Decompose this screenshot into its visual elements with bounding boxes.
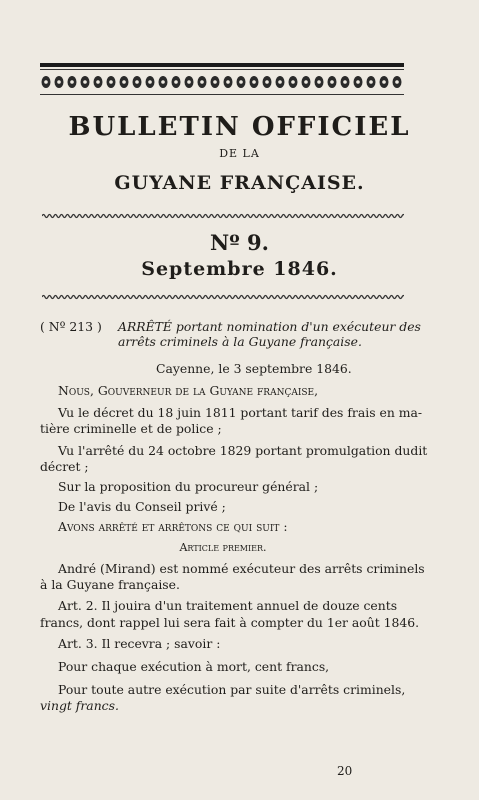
document-body (40, 319, 428, 759)
text-line: francs, dont rappel lui sera fait à compter du 1er août 1846. (40, 615, 420, 630)
act-number: ( Nº 213 ) (40, 319, 102, 334)
text-line: à la Guyane française. (40, 577, 180, 592)
text-line: Vu l'arrêté du 24 octobre 1829 portant promulgation dudit (58, 443, 428, 458)
header-rule-thin-lower (40, 94, 404, 95)
text-line: De l'avis du Conseil privé ; (58, 499, 226, 514)
header-rule-thick (40, 63, 404, 67)
issue-month: Septembre 1846. (141, 258, 338, 280)
text-line: Pour toute autre exécution par suite d'arrêts criminels, (58, 682, 406, 697)
place-date: Cayenne, le 3 septembre 1846. (156, 361, 352, 376)
text-line: tière criminelle et de police ; (40, 421, 222, 436)
text-line: André (Mirand) est nommé exécuteur des arrêts criminels (58, 561, 425, 576)
wavy-divider-lower (42, 293, 404, 301)
issue-number: Nº 9. (210, 230, 269, 255)
article-premier-heading: Article premier. (179, 541, 267, 554)
bulletin-subtitle: DE LA (219, 147, 260, 160)
text-line: Art. 2. Il jouira d'un traitement annuel de douze cents (58, 598, 398, 613)
header-rule-thin (40, 69, 404, 70)
text-line: Pour chaque exécution à mort, cent francs, (58, 659, 330, 674)
text-line: Sur la proposition du procureur général ; (58, 479, 319, 494)
bulletin-title-guyane: GUYANE FRANÇAISE. (114, 172, 365, 194)
text-line: décret ; (40, 459, 89, 474)
text-line: vingt francs. (40, 698, 119, 713)
text-line: Avons arrêté et arrêtons ce qui suit : (58, 519, 288, 534)
text-line: Vu le décret du 18 juin 1811 portant tarif des frais en ma- (58, 405, 423, 420)
page-number: 20 (337, 764, 353, 778)
ornamental-border (40, 72, 404, 92)
wavy-divider (42, 212, 404, 220)
act-heading-line1: ARRÊTÉ portant nomination d'un exécuteur des (118, 319, 421, 334)
text-line: Art. 3. Il recevra ; savoir : (58, 636, 221, 651)
bulletin-title: BULLETIN OFFICIEL (68, 112, 411, 142)
text-line: Nous, Gouverneur de la Guyane française, (58, 383, 319, 398)
act-heading-line2: arrêts criminels à la Guyane française. (118, 334, 362, 349)
